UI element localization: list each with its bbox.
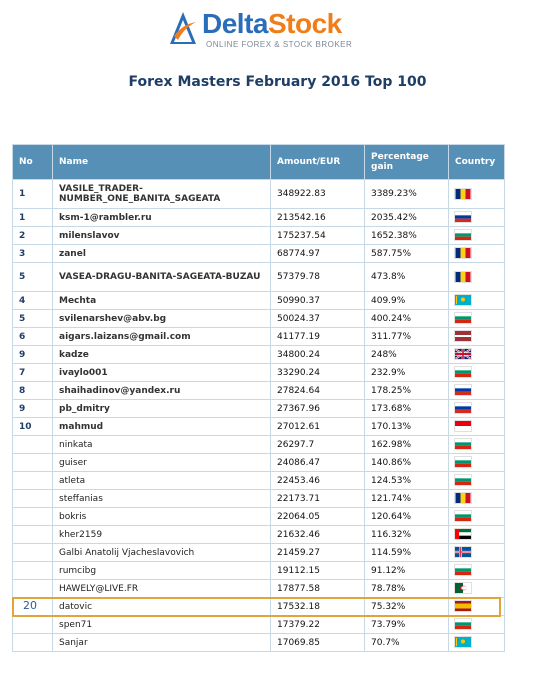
gain-cell: 1652.38% — [365, 227, 449, 245]
gain-cell: 120.64% — [365, 508, 449, 526]
header-name: Name — [53, 145, 271, 180]
logo-word-stock: Stock — [267, 8, 342, 39]
no-cell — [13, 472, 53, 490]
table-row — [13, 180, 505, 209]
country-cell — [449, 263, 505, 292]
amount-cell: 50990.37 — [271, 292, 365, 310]
name-cell: aigars.laizans@gmail.com — [53, 328, 271, 346]
table-row — [13, 400, 505, 418]
name-cell: pb_dmitry — [53, 400, 271, 418]
amount-cell: 50024.37 — [271, 310, 365, 328]
gain-cell: 78.78% — [365, 580, 449, 598]
table-row — [13, 418, 505, 436]
amount-cell: 17069.85 — [271, 634, 365, 652]
amount-cell: 17379.22 — [271, 616, 365, 634]
name-cell: bokris — [53, 508, 271, 526]
gain-cell: 473.8% — [365, 263, 449, 292]
table-row — [13, 292, 505, 310]
flag-bulgaria-icon — [455, 475, 471, 485]
no-cell — [13, 562, 53, 580]
header-no: No — [13, 145, 53, 180]
name-cell: HAWELY@LIVE.FR — [53, 580, 271, 598]
flag-spain-icon — [455, 601, 471, 611]
amount-cell: 57379.78 — [271, 263, 365, 292]
no-cell: 7 — [13, 364, 53, 382]
table-body — [13, 180, 505, 652]
gain-cell: 73.79% — [365, 616, 449, 634]
table-row — [13, 580, 505, 598]
gain-cell: 70.7% — [365, 634, 449, 652]
logo-word-delta: Delta — [202, 8, 268, 39]
no-cell — [13, 526, 53, 544]
flag-bulgaria-icon — [455, 313, 471, 323]
gain-cell: 91.12% — [365, 562, 449, 580]
name-cell: Mechta — [53, 292, 271, 310]
gain-cell: 178.25% — [365, 382, 449, 400]
name-cell: kher2159 — [53, 526, 271, 544]
table-row — [13, 562, 505, 580]
country-cell — [449, 418, 505, 436]
amount-cell: 175237.54 — [271, 227, 365, 245]
country-cell — [449, 382, 505, 400]
amount-cell: 22173.71 — [271, 490, 365, 508]
amount-cell: 34800.24 — [271, 346, 365, 364]
table-row — [13, 227, 505, 245]
amount-cell: 21632.46 — [271, 526, 365, 544]
flag-romania-icon — [455, 248, 471, 258]
country-cell — [449, 616, 505, 634]
rankings-table — [12, 144, 505, 652]
table-row — [13, 508, 505, 526]
table-row-highlighted — [13, 598, 505, 616]
name-cell: steffanias — [53, 490, 271, 508]
flag-russia-icon — [455, 212, 471, 222]
no-cell — [13, 454, 53, 472]
gain-cell: 311.77% — [365, 328, 449, 346]
country-cell — [449, 400, 505, 418]
no-cell: 1 — [13, 180, 53, 209]
table-row — [13, 245, 505, 263]
country-cell — [449, 598, 505, 616]
country-cell — [449, 328, 505, 346]
no-cell — [13, 490, 53, 508]
flag-russia-icon — [455, 403, 471, 413]
gain-cell: 173.68% — [365, 400, 449, 418]
gain-cell: 232.9% — [365, 364, 449, 382]
flag-latvia-icon — [455, 331, 471, 341]
table-row — [13, 328, 505, 346]
flag-bulgaria-icon — [455, 367, 471, 377]
name-cell: ninkata — [53, 436, 271, 454]
gain-cell: 3389.23% — [365, 180, 449, 209]
amount-cell: 33290.24 — [271, 364, 365, 382]
name-cell: datovic — [53, 598, 271, 616]
logo-tagline: ONLINE FOREX & STOCK BROKER — [206, 40, 353, 49]
flag-bulgaria-icon — [455, 457, 471, 467]
no-cell: 3 — [13, 245, 53, 263]
gain-cell: 587.75% — [365, 245, 449, 263]
header-gain: Percentage gain — [365, 145, 449, 180]
no-cell: 5 — [13, 263, 53, 292]
country-cell — [449, 310, 505, 328]
gain-cell: 2035.42% — [365, 209, 449, 227]
amount-cell: 22453.46 — [271, 472, 365, 490]
no-cell: 5 — [13, 310, 53, 328]
table-row — [13, 544, 505, 562]
amount-cell: 213542.16 — [271, 209, 365, 227]
gain-cell: 124.53% — [365, 472, 449, 490]
amount-cell: 22064.05 — [271, 508, 365, 526]
name-cell: ksm-1@rambler.ru — [53, 209, 271, 227]
name-cell: kadze — [53, 346, 271, 364]
table-row — [13, 209, 505, 227]
flag-kazakhstan-icon — [455, 637, 471, 647]
name-cell: milenslavov — [53, 227, 271, 245]
table-row — [13, 616, 505, 634]
header-country: Country — [449, 145, 505, 180]
no-cell: 2 — [13, 227, 53, 245]
page-title: Forex Masters February 2016 Top 100 — [128, 74, 427, 90]
name-cell: VASEA-DRAGU-BANITA-SAGEATA-BUZAU — [53, 263, 271, 292]
country-cell — [449, 454, 505, 472]
table-row — [13, 436, 505, 454]
table-header-row — [13, 145, 505, 180]
no-cell: 10 — [13, 418, 53, 436]
gain-cell: 114.59% — [365, 544, 449, 562]
no-cell: 1 — [13, 209, 53, 227]
flag-bulgaria-icon — [455, 439, 471, 449]
country-cell — [449, 227, 505, 245]
table-row — [13, 526, 505, 544]
name-cell: spen71 — [53, 616, 271, 634]
table-row — [13, 472, 505, 490]
gain-cell: 162.98% — [365, 436, 449, 454]
amount-cell: 26297.7 — [271, 436, 365, 454]
country-cell — [449, 180, 505, 209]
name-cell: zanel — [53, 245, 271, 263]
country-cell — [449, 508, 505, 526]
country-cell — [449, 544, 505, 562]
country-cell — [449, 580, 505, 598]
name-cell: shaihadinov@yandex.ru — [53, 382, 271, 400]
flag-bulgaria-icon — [455, 511, 471, 521]
no-cell: 8 — [13, 382, 53, 400]
gain-cell: 409.9% — [365, 292, 449, 310]
no-cell: 9 — [13, 400, 53, 418]
country-cell — [449, 292, 505, 310]
gain-cell: 121.74% — [365, 490, 449, 508]
flag-bulgaria-icon — [455, 619, 471, 629]
table-row — [13, 382, 505, 400]
name-cell: svilenarshev@abv.bg — [53, 310, 271, 328]
amount-cell: 21459.27 — [271, 544, 365, 562]
table-row — [13, 310, 505, 328]
flag-romania-icon — [455, 493, 471, 503]
country-cell — [449, 634, 505, 652]
table-row — [13, 454, 505, 472]
no-cell — [13, 436, 53, 454]
amount-cell: 17532.18 — [271, 598, 365, 616]
amount-cell: 27367.96 — [271, 400, 365, 418]
deltastock-logo[interactable] — [168, 8, 358, 52]
no-cell: 6 — [13, 328, 53, 346]
header-amount: Amount/EUR — [271, 145, 365, 180]
country-cell — [449, 490, 505, 508]
name-cell: atleta — [53, 472, 271, 490]
gain-cell: 170.13% — [365, 418, 449, 436]
table-row — [13, 346, 505, 364]
country-cell — [449, 562, 505, 580]
amount-cell: 27824.64 — [271, 382, 365, 400]
table-row — [13, 263, 505, 292]
no-cell: 9 — [13, 346, 53, 364]
no-cell — [13, 616, 53, 634]
flag-romania-icon — [455, 272, 471, 282]
flag-bulgaria-icon — [455, 565, 471, 575]
name-cell: rumcibg — [53, 562, 271, 580]
gain-cell: 248% — [365, 346, 449, 364]
flag-iceland-icon — [455, 547, 471, 557]
flag-uk-icon — [455, 349, 471, 359]
table-row — [13, 490, 505, 508]
country-cell — [449, 526, 505, 544]
name-cell: Galbi Anatolij Vjacheslavovich — [53, 544, 271, 562]
no-cell — [13, 580, 53, 598]
amount-cell: 19112.15 — [271, 562, 365, 580]
country-cell — [449, 209, 505, 227]
name-cell: VASILE_TRADER-NUMBER_ONE_BANITA_SAGEATA — [53, 180, 271, 209]
amount-cell: 24086.47 — [271, 454, 365, 472]
country-cell — [449, 346, 505, 364]
no-cell — [13, 508, 53, 526]
amount-cell: 17877.58 — [271, 580, 365, 598]
country-cell — [449, 436, 505, 454]
gain-cell: 116.32% — [365, 526, 449, 544]
no-cell — [13, 634, 53, 652]
no-cell: 4 — [13, 292, 53, 310]
delta-logo-icon — [168, 10, 198, 46]
amount-cell: 68774.97 — [271, 245, 365, 263]
name-cell: mahmud — [53, 418, 271, 436]
flag-bulgaria-icon — [455, 230, 471, 240]
table-row — [13, 364, 505, 382]
flag-russia-icon — [455, 385, 471, 395]
country-cell — [449, 245, 505, 263]
name-cell: ivaylo001 — [53, 364, 271, 382]
flag-algeria-icon — [455, 583, 471, 593]
gain-cell: 75.32% — [365, 598, 449, 616]
gain-cell: 400.24% — [365, 310, 449, 328]
country-cell — [449, 472, 505, 490]
amount-cell: 41177.19 — [271, 328, 365, 346]
amount-cell: 348922.83 — [271, 180, 365, 209]
country-cell — [449, 364, 505, 382]
name-cell: Sanjar — [53, 634, 271, 652]
flag-romania-icon — [455, 189, 471, 199]
flag-uae-icon — [455, 529, 471, 539]
flag-indonesia-icon — [455, 421, 471, 431]
highlighted-rank-label: 20 — [23, 598, 37, 612]
flag-kazakhstan-icon — [455, 295, 471, 305]
gain-cell: 140.86% — [365, 454, 449, 472]
name-cell: guiser — [53, 454, 271, 472]
logo-wordmark — [202, 8, 342, 40]
table-row — [13, 634, 505, 652]
amount-cell: 27012.61 — [271, 418, 365, 436]
no-cell — [13, 544, 53, 562]
